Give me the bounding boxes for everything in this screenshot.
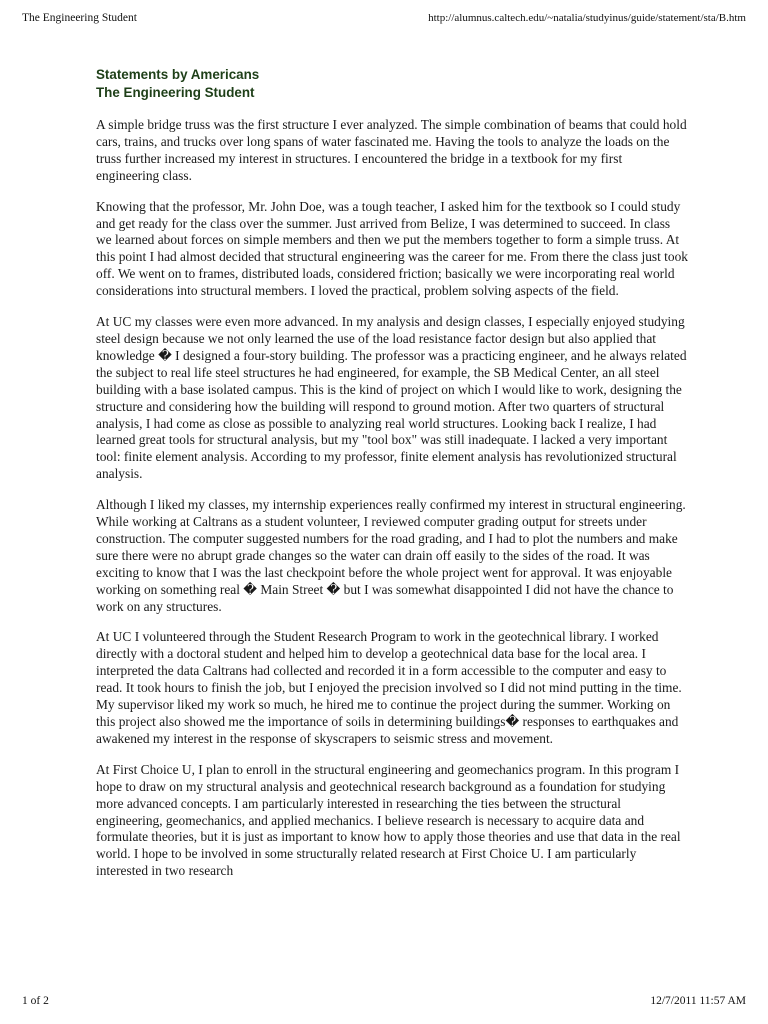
heading-section: Statements by Americans [96,67,260,82]
article-body [96,117,688,880]
print-header-url: http://alumnus.caltech.edu/~natalia/studyinus/guide/statement/sta/B.htm [428,12,746,24]
paragraph-4: Although I liked my classes, my internship experiences really confirmed my interest in structural engineering. While working at Caltrans as a student volunteer, I reviewed computer grading output for streets under construction. The computer suggested numbers for the road grading, and I had to plot the numbers and make sure there were no abrupt grade changes so the water can drain off easily to the sides of the road. It was exciting to know that I was the last checkpoint before the whole project went for approval. It was enjoyable working on something real � Main Street � but I was somewhat disappointed I did not have the chance to work on any structures. [96,497,686,614]
print-footer [22,995,746,1007]
print-header [22,12,746,24]
print-header-title: The Engineering Student [22,12,137,24]
article [96,66,688,894]
paragraph-6: At First Choice U, I plan to enroll in the structural engineering and geomechanics program. In this program I hope to draw on my structural analysis and geotechnical research background as a foundation for studying more advanced concepts. I am particularly interested in researching the ties between the structural engineering, geomechanics, and applied mechanics. I believe research is necessary to acquire data and formulate theories, but it is just as important to know how to apply those theories and use that data in the real world. I hope to be involved in some structurally related research at First Choice U. I am particularly interested in two research [96,761,681,879]
paragraph-3: At UC my classes were even more advanced. In my analysis and design classes, I especially enjoyed studying steel design because we not only learned the use of the load resistance factor design but also applied that knowledge � I designed a four-story building. The professor was a practicing engineer, and he always related the subject to real life steel structures he had engineered, for example, the SB Medical Center, an all steel building with a base isolated campus. This is the kind of project on which I would like to work, designing the structure and considering how the building will respond to ground motion. After two quarters of structural analysis, I had come as close as possible to analyzing real world structures. Looking back I realize, I had learned great tools for structural analysis, but my "tool box" was still inadequate. I lacked a very important tool: finite element analysis. According to my professor, finite element analysis has revolutionized structural analysis. [96,314,687,482]
page-number: 1 of 2 [22,995,49,1007]
heading-title: The Engineering Student [96,85,255,100]
page-heading [96,66,688,102]
paragraph-2: Knowing that the professor, Mr. John Doe, was a tough teacher, I asked him for the textbook so I could study and get ready for the class over the summer. Just arrived from Belize, I was determined to succeed. In class we learned about forces on simple members and then we put the members together to form a simple truss. At this point I had almost decided that structural engineering was the career for me. From there the class just took off. We went on to frames, distributed loads, considered friction; basically we were incorporating real world considerations into structural members. I loved the practical, problem solving aspects of the field. [96,198,688,299]
paragraph-1: A simple bridge truss was the first structure I ever analyzed. The simple combination of beams that could hold cars, trains, and trucks over long spans of water fascinated me. Having the tools to analyze the loads on the truss further increased my interest in structures. I encountered the bridge in a textbook for my first engineering class. [96,117,687,183]
print-datetime: 12/7/2011 11:57 AM [650,995,746,1007]
paragraph-5: At UC I volunteered through the Student Research Program to work in the geotechnical library. I worked directly with a doctoral student and helped him to develop a geotechnical data base for the local area. I interpreted the data Caltrans had collected and recorded it in a form accessible to the computer and easy to read. It took hours to finish the job, but I enjoyed the precision involved so I did not mind putting in the time. My supervisor liked my work so much, he hired me to continue the project during the summer. Working on this project also showed me the importance of soils in determining buildings� responses to earthquakes and awakened my interest in the response of skyscrapers to seismic stress and movement. [96,629,682,746]
